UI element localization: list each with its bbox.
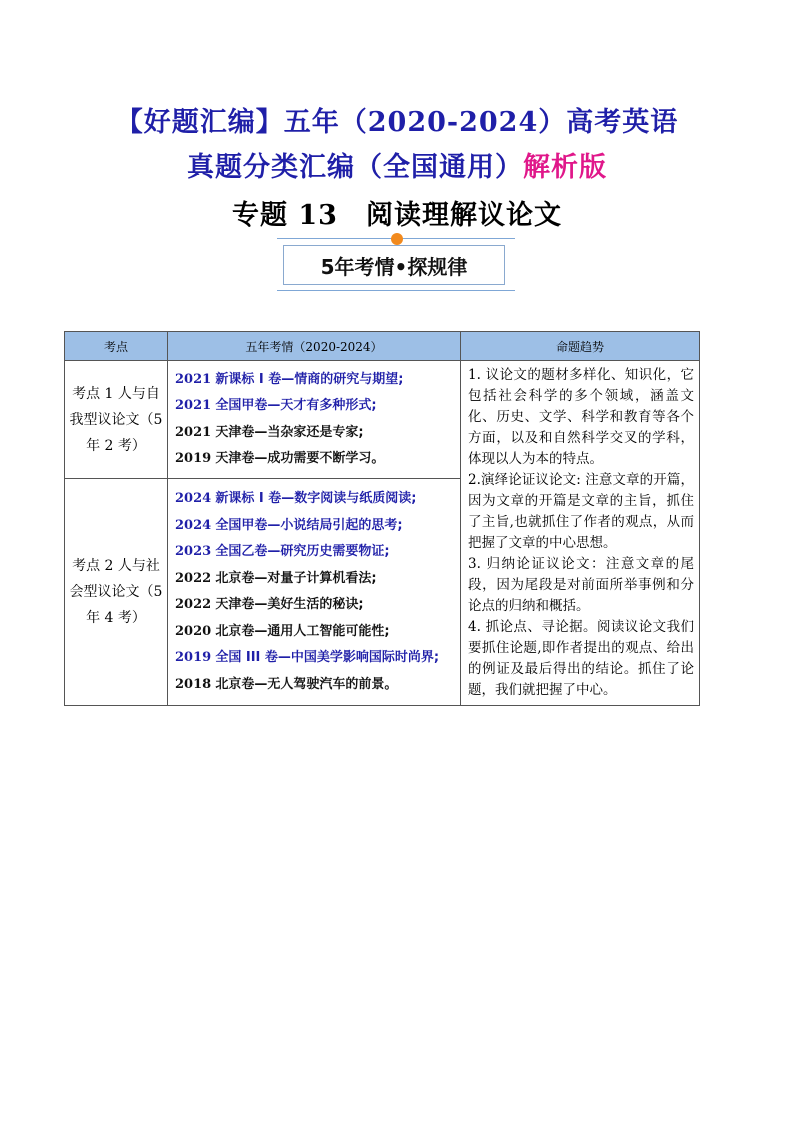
- table-header-row: [65, 332, 700, 361]
- trend-paragraph: 3. 归纳论证议论文：注意文章的尾段，因为尾段是对前面所举事例和分论点的归纳和概括。: [468, 556, 694, 614]
- banner-dot-icon: [391, 233, 403, 245]
- topic-cell: 考点 1 人与自我型议论文（5 年 2 考）: [65, 361, 168, 479]
- topic-cell: 考点 2 人与社会型议论文（5 年 4 考）: [65, 479, 168, 706]
- exams-cell: [168, 479, 461, 706]
- header-exams: 五年考情（2020-2024）: [168, 332, 461, 361]
- exam-item: 2019 天津卷—成功需要不断学习。: [175, 451, 385, 467]
- exam-item: 2021 全国甲卷—天才有多种形式;: [175, 398, 377, 414]
- exam-item: 2024 新课标 I 卷—数字阅读与纸质阅读;: [175, 491, 417, 507]
- title-line-2: [0, 145, 794, 184]
- trend-paragraph: 4. 抓论点、寻论据。阅读议论文我们要抓住论题,即作者提出的观点、给出的例证及最后得出的结论。抓住了论题，我们就把握了中心。: [468, 619, 694, 698]
- exam-item: 2021 天津卷—当杂家还是专家;: [175, 424, 364, 440]
- title-line-1: 【好题汇编】五年（2020-2024）高考英语: [115, 107, 679, 138]
- title-line-2-highlight: 解析版: [523, 152, 607, 183]
- header-trend: 命题趋势: [461, 332, 700, 361]
- exam-analysis-table: [64, 331, 700, 706]
- exam-item: 2024 全国甲卷—小说结局引起的思考;: [175, 517, 403, 533]
- exam-item: 2021 新课标 I 卷—情商的研究与期望;: [175, 371, 404, 387]
- trend-paragraph: 1. 议论文的题材多样化、知识化，它包括社会科学的多个领域，涵盖文化、历史、文学、科学和教育等各个方面，以及和自然科学交叉的学科，体现以人为本的特点。: [468, 367, 694, 467]
- exam-item: 2022 北京卷—对量子计算机看法;: [175, 570, 377, 586]
- exam-item: 2018 北京卷—无人驾驶汽车的前景。: [175, 676, 398, 692]
- header-topic: 考点: [65, 332, 168, 361]
- trend-cell: [461, 361, 700, 706]
- title-line-3: 专题 13 阅读理解议论文: [232, 200, 562, 231]
- exam-item: 2023 全国乙卷—研究历史需要物证;: [175, 544, 390, 560]
- trend-paragraph: 2.演绎论证议论文: 注意文章的开篇，因为文章的开篇是文章的主旨，抓住了主旨,也就抓住了作者的观点，从而把握了文章的中心思想。: [468, 472, 694, 551]
- table-row: [65, 361, 700, 479]
- banner-bottom-rule: [277, 290, 515, 291]
- exams-cell: [168, 361, 461, 479]
- banner-label: 5年考情•探规律: [283, 245, 505, 285]
- exam-item: 2020 北京卷—通用人工智能可能性;: [175, 623, 390, 639]
- exam-item: 2019 全国 III 卷—中国美学影响国际时尚界;: [175, 650, 440, 666]
- exam-item: 2022 天津卷—美好生活的秘诀;: [175, 597, 364, 613]
- section-banner: [277, 233, 515, 295]
- title-line-2-main: 真题分类汇编（全国通用）: [187, 152, 523, 183]
